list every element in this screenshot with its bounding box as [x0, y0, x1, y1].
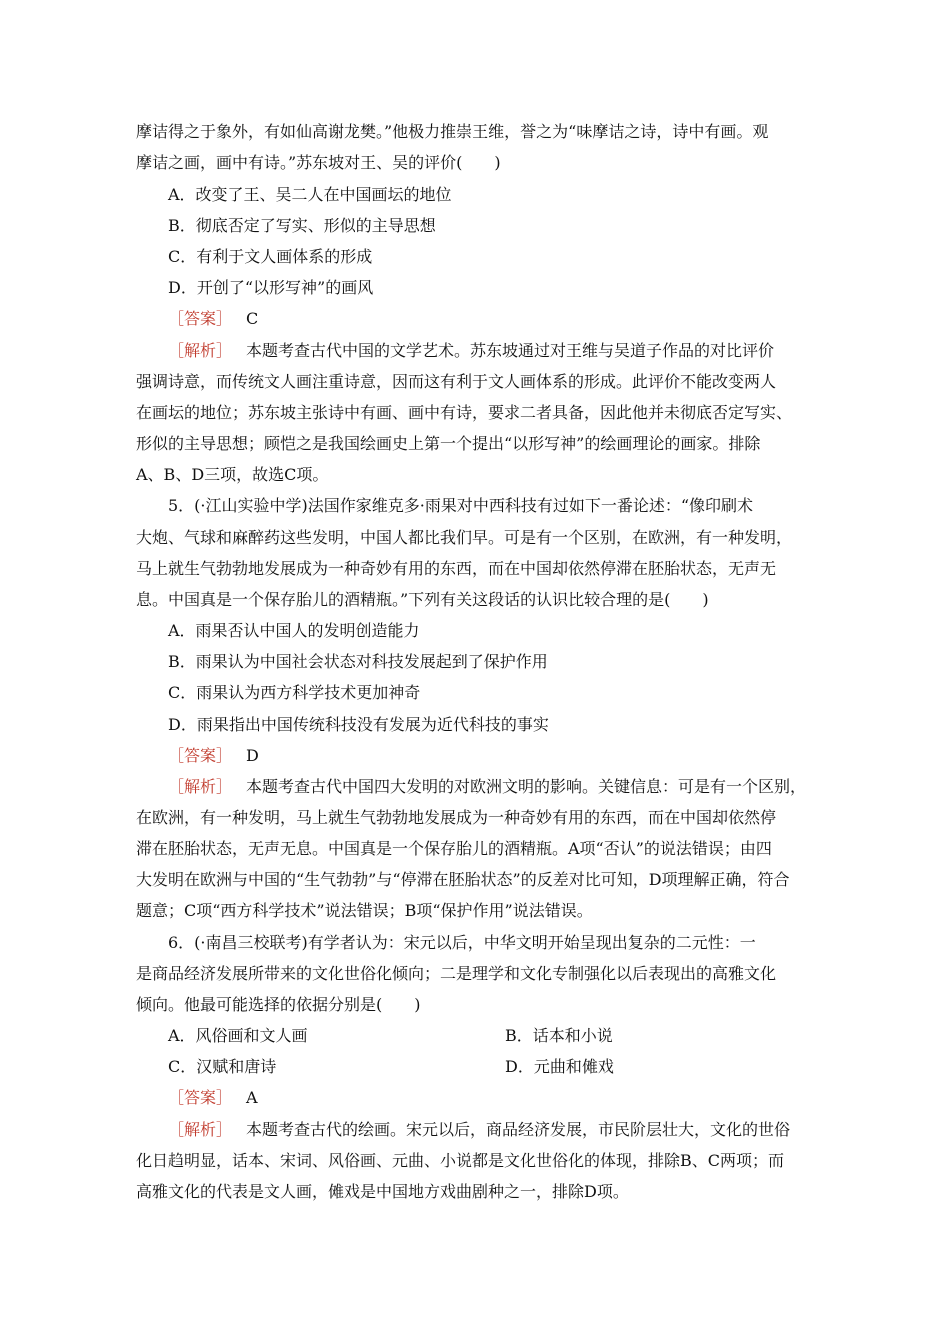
option-a: A．雨果否认中国人的发明创造能力 — [168, 621, 420, 640]
analysis-text-line: 在欧洲，有一种发明，马上就生气勃勃地发展成为一种奇妙有用的东西，而在中国却依然停 — [136, 808, 777, 827]
option-a: A．改变了王、吴二人在中国画坛的地位 — [168, 185, 452, 204]
option-c: C．有利于文人画体系的形成 — [168, 247, 373, 266]
analysis-label: ［解析］ — [168, 1120, 233, 1139]
answer-value: C — [246, 309, 259, 328]
question-5-stem: 5．(·江山实验中学)法国作家维克多·雨果对中西科技有过如下一番论述：“像印刷术 — [168, 496, 754, 515]
answer-line — [168, 745, 259, 767]
question-text-line: 摩诘之画，画中有诗。”苏东坡对王、吴的评价( ) — [136, 153, 501, 172]
option-d: D．开创了“以形写神”的画风 — [168, 278, 374, 297]
analysis-text-line: 化日趋明显，话本、宋词、风俗画、元曲、小说都是文化世俗化的体现，排除B、C两项；而 — [136, 1151, 785, 1170]
option-d: D．元曲和傩戏 — [505, 1057, 614, 1076]
answer-label: ［答案］ — [168, 746, 233, 765]
option-b: B．彻底否定了写实、形似的主导思想 — [168, 216, 436, 235]
answer-line — [168, 308, 258, 330]
question-text-line: 大炮、气球和麻醉药这些发明，中国人都比我们早。可是有一个区别，在欧洲，有一种发明， — [136, 528, 793, 547]
analysis-line — [168, 1119, 790, 1141]
question-6-stem: 6．(·南昌三校联考)有学者认为：宋元以后，中华文明开始呈现出复杂的二元性：一 — [168, 933, 756, 952]
analysis-label: ［解析］ — [168, 341, 233, 360]
option-b: B．雨果认为中国社会状态对科技发展起到了保护作用 — [168, 652, 548, 671]
option-b: B．话本和小说 — [505, 1026, 613, 1045]
analysis-text-line: A、B、D三项，故选C项。 — [136, 465, 329, 484]
analysis-text-line: 滞在胚胎状态，无声无息。中国真是一个保存胎儿的酒精瓶。A项“否认”的说法错误；由四 — [136, 839, 772, 858]
question-text-line: 倾向。他最可能选择的依据分别是( ) — [136, 995, 421, 1014]
answer-line — [168, 1087, 258, 1109]
analysis-text-line: 大发明在欧洲与中国的“生气勃勃”与“停滞在胚胎状态”的反差对比可知，D项理解正确，符合 — [136, 870, 790, 889]
option-a: A．风俗画和文人画 — [168, 1026, 308, 1045]
option-d: D．雨果指出中国传统科技没有发展为近代科技的事实 — [168, 715, 549, 734]
option-c: C．汉赋和唐诗 — [168, 1057, 277, 1076]
analysis-label: ［解析］ — [168, 777, 233, 796]
question-text-line: 息。中国真是一个保存胎儿的酒精瓶。”下列有关这段话的认识比较合理的是( ) — [136, 590, 709, 609]
analysis-text-line: 高雅文化的代表是文人画，傩戏是中国地方戏曲剧种之一，排除D项。 — [136, 1182, 629, 1201]
analysis-text-line: 形似的主导思想；顾恺之是我国绘画史上第一个提出“以形写神”的绘画理论的画家。排除 — [136, 434, 761, 453]
analysis-text-line: 强调诗意，而传统文人画注重诗意，因而这有利于文人画体系的形成。此评价不能改变两人 — [136, 372, 777, 391]
analysis-line — [168, 776, 806, 798]
analysis-text: 本题考查古代中国的文学艺术。苏东坡通过对王维与吴道子作品的对比评价 — [246, 341, 775, 360]
analysis-text-line: 题意；C项“西方科学技术”说法错误；B项“保护作用”说法错误。 — [136, 901, 593, 920]
answer-value: A — [246, 1088, 258, 1107]
answer-label: ［答案］ — [168, 1088, 233, 1107]
option-c: C．雨果认为西方科学技术更加神奇 — [168, 683, 421, 702]
answer-label: ［答案］ — [168, 309, 233, 328]
analysis-line — [168, 340, 774, 362]
question-text-line: 摩诘得之于象外，有如仙高谢龙樊。”他极力推崇王维，誉之为“味摩诘之诗，诗中有画。观 — [136, 122, 769, 141]
answer-value: D — [246, 746, 259, 765]
question-text-line: 马上就生气勃勃地发展成为一种奇妙有用的东西，而在中国却依然停滞在胚胎状态，无声无 — [136, 559, 777, 578]
question-text-line: 是商品经济发展所带来的文化世俗化倾向；二是理学和文化专制强化以后表现出的高雅文化 — [136, 964, 777, 983]
analysis-text: 本题考查古代的绘画。宋元以后，商品经济发展，市民阶层壮大，文化的世俗 — [246, 1120, 791, 1139]
analysis-text-line: 在画坛的地位；苏东坡主张诗中有画、画中有诗，要求二者具备，因此他并未彻底否定写实、 — [136, 403, 793, 422]
analysis-text: 本题考查古代中国四大发明的对欧洲文明的影响。关键信息：可是有一个区别， — [246, 777, 807, 796]
